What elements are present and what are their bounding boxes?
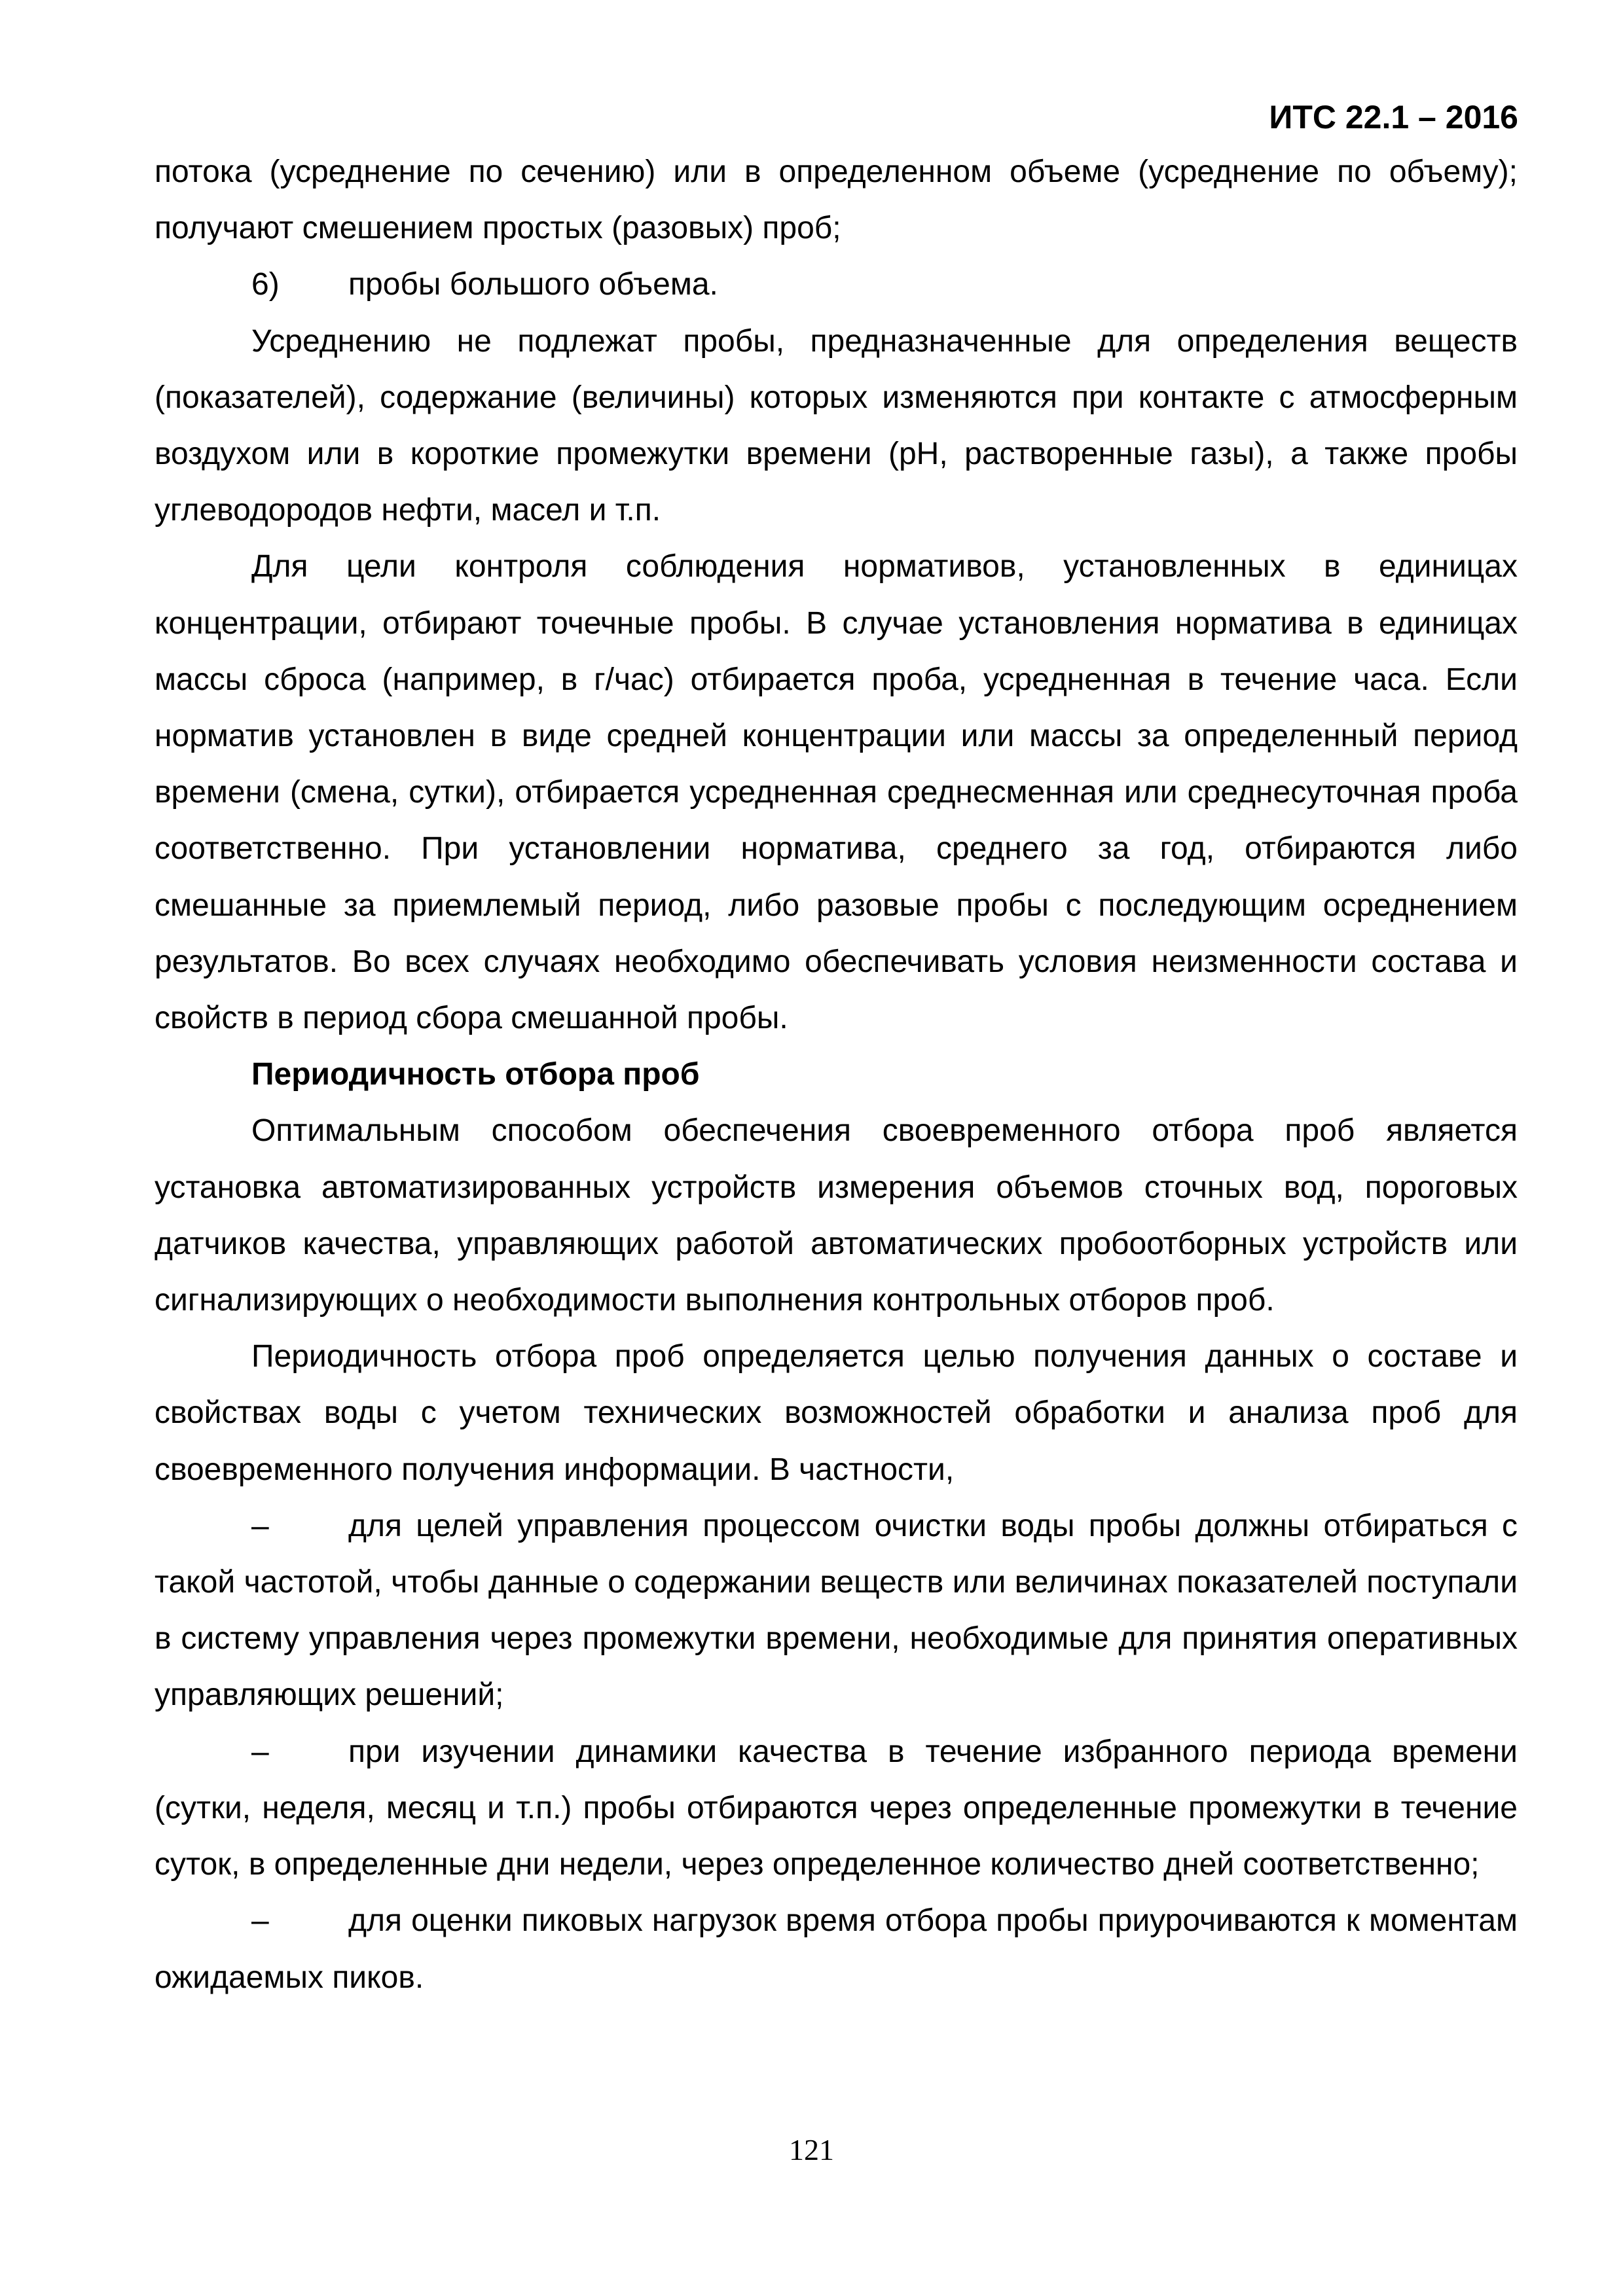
bullet-item-text: для оценки пиковых нагрузок время отбора пробы приурочиваются к моментам ожидаемых пиков. [155,1903,1518,1995]
paragraph-continuation: потока (усреднение по сечению) или в определенном объеме (усреднение по объему); получают смешением простых (разовых) проб; [155,154,1518,246]
bullet-item-text: при изучении динамики качества в течение избранного периода времени (сутки, неделя, месяц и т.п.) пробы отбираются через определенные промежутки в течение суток, в определенные дни недели, через определенное количество дней соответственно; [155,1734,1518,1882]
paragraph-normative-control: Для цели контроля соблюдения нормативов, установленных в единицах концентрации, отбирают точечные пробы. В случае установления норматива в единицах массы сброса (например, в г/час) отбирается проба, усредненная в течение часа. Если норматив установлен в виде средней концентрации или массы за определенный период времени (смена, сутки), отбирается усредненная среднесменная или среднесуточная проба соответственно. При установлении норматива, среднего за год, отбираются либо смешанные за приемлемый период, либо разовые пробы с последующим осреднением результатов. Во всех случаях необходимо обеспечивать условия неизменности состава и свойств в период сбора смешанной пробы. [155,549,1518,1036]
bullet-item [155,1893,1518,2005]
paragraph-optimal-method: Оптимальным способом обеспечения своевременного отбора проб является установка автоматизированных устройств измерения объемов сточных вод, пороговых датчиков качества, управляющих работой автоматических пробоотборных устройств или сигнализирующих о необходимости выполнения контрольных отборов проб. [155,1113,1518,1318]
enumerated-item [155,257,1518,313]
bullet-item [155,1498,1518,1724]
document-body [155,144,1518,2006]
bullet-item-text: для целей управления процессом очистки воды пробы должны отбираться с такой частотой, чтобы данные о содержании веществ или величинах показателей поступали в систему управления через промежутки времени, необходимые для принятия оперативных управляющих решений; [155,1508,1518,1713]
section-heading: Периодичность отбора проб [251,1057,700,1092]
dash-marker: – [251,1508,269,1543]
enumerated-item-text: пробы большого объема. [348,267,718,302]
page-number: 121 [789,2133,834,2166]
bullet-item [155,1724,1518,1893]
paragraph-averaging-exceptions: Усреднению не подлежат пробы, предназначенные для определения веществ (показателей), содержание (величины) которых изменяются при контакте с атмосферным воздухом или в короткие промежутки времени (pH, растворенные газы), а также пробы углеводородов нефти, масел и т.п. [155,323,1518,528]
dash-marker: – [251,1903,269,1939]
paragraph-periodicity: Периодичность отбора проб определяется целью получения данных о составе и свойствах воды с учетом технических возможностей обработки и анализа проб для своевременного получения информации. В частности, [155,1339,1518,1487]
dash-marker: – [251,1734,269,1769]
enumerated-item-number: 6) [251,267,280,302]
document-code: ИТС 22.1 – 2016 [1269,99,1518,135]
